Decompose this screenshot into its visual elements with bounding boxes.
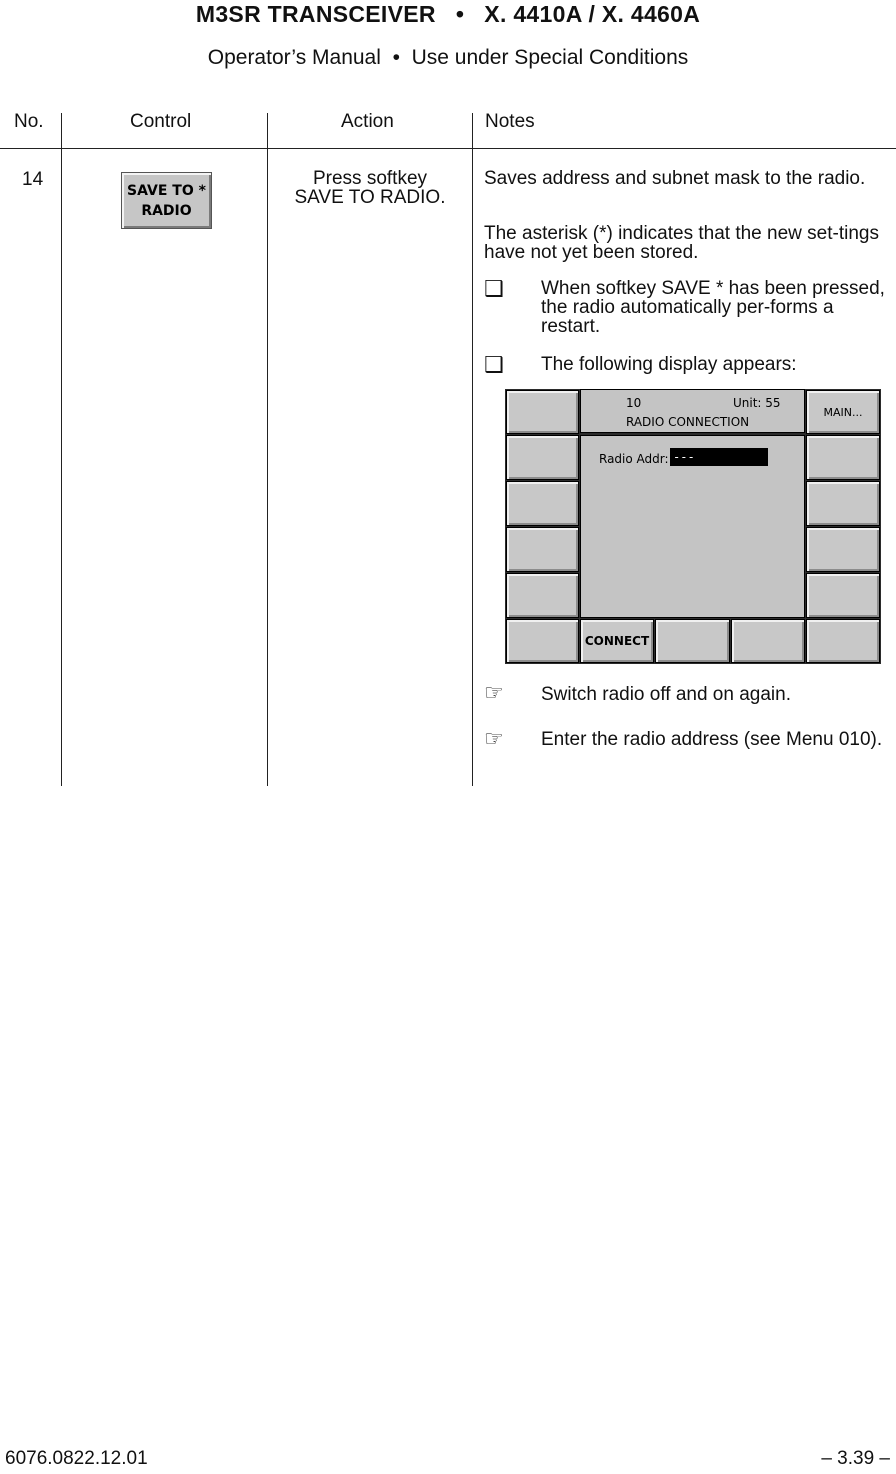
- checkbox-icon: ❑: [484, 276, 504, 301]
- column-header-notes: Notes: [485, 111, 535, 132]
- softkey-label-line1: SAVE TO *: [127, 182, 206, 199]
- notes-bullet-1: When softkey SAVE * has been pressed, the radio automatically per-forms a restart.: [541, 278, 885, 337]
- display-main-button: MAIN...: [806, 390, 880, 434]
- save-to-radio-softkey-image: [121, 172, 212, 229]
- radio-address-label: Radio Addr:: [599, 452, 669, 466]
- column-divider: [472, 113, 473, 786]
- column-divider: [267, 113, 268, 786]
- display-bottom-softkey-4: [731, 619, 805, 663]
- step-number: 14: [22, 169, 44, 190]
- display-title-bar: [580, 389, 805, 433]
- display-right-softkey-2: [806, 435, 880, 480]
- display-connect-button: CONNECT: [580, 619, 654, 663]
- display-content-pane: [580, 435, 805, 618]
- notes-tip-2: Enter the radio address (see Menu 010).: [541, 729, 883, 750]
- column-header-control: Control: [130, 111, 192, 132]
- display-left-softkey-4: [506, 527, 579, 572]
- action-line1: Press softkey: [312, 168, 428, 189]
- display-bottom-softkey-5: [806, 619, 880, 663]
- document-subtitle: Operator’s Manual • Use under Special Conditions: [207, 46, 689, 69]
- document-number: 6076.0822.12.01: [5, 1448, 148, 1469]
- display-menu-number: 10: [626, 396, 642, 410]
- page-number: – 3.39 –: [821, 1448, 890, 1469]
- action-text: [270, 169, 470, 207]
- display-right-softkey-4: [806, 527, 880, 572]
- column-header-no: No.: [14, 111, 44, 132]
- pointing-hand-icon: ☞: [484, 726, 504, 751]
- column-divider: [61, 113, 62, 786]
- notes-paragraph-2: The asterisk (*) indicates that the new set-tings have not yet been stored.: [484, 223, 879, 263]
- radio-address-field: ---: [670, 448, 768, 466]
- display-right-softkey-5: [806, 573, 880, 618]
- display-left-softkey-2: [506, 435, 579, 480]
- table-header-rule: [0, 148, 896, 149]
- softkey-label-line2: RADIO: [141, 202, 192, 219]
- display-left-softkey-5: [506, 573, 579, 618]
- display-left-softkey-3: [506, 481, 579, 526]
- display-left-softkey-1: [506, 390, 579, 434]
- display-title: RADIO CONNECTION: [626, 415, 750, 429]
- notes-bullet-2: The following display appears:: [541, 354, 797, 375]
- display-bottom-softkey-1: [506, 619, 579, 663]
- checkbox-icon: ❑: [484, 352, 504, 377]
- notes-paragraph-1: Saves address and subnet mask to the radio.: [484, 168, 866, 189]
- column-header-action: Action: [341, 111, 394, 132]
- action-line2: SAVE TO RADIO.: [294, 187, 446, 208]
- display-right-softkey-3: [806, 481, 880, 526]
- radio-display-screenshot: [505, 389, 881, 664]
- display-bottom-softkey-3: [655, 619, 730, 663]
- document-title: M3SR TRANSCEIVER • X. 4410A / X. 4460A: [195, 1, 701, 27]
- display-unit: Unit: 55: [733, 396, 781, 410]
- pointing-hand-icon: ☞: [484, 680, 504, 705]
- notes-tip-1: Switch radio off and on again.: [541, 684, 791, 705]
